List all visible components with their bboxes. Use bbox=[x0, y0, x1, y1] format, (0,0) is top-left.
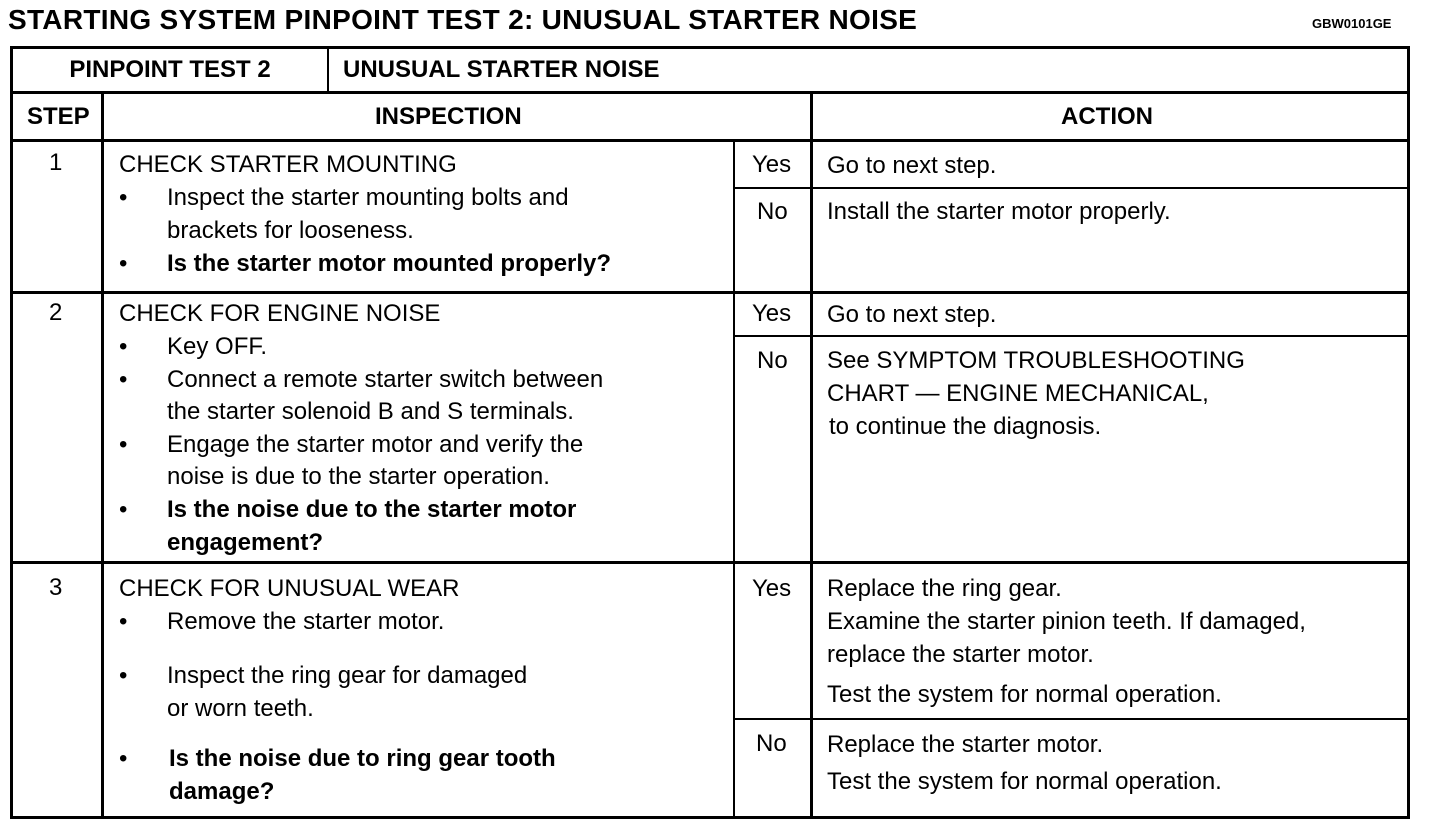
step-number: 1 bbox=[49, 149, 63, 176]
figure-code: GBW0101GE bbox=[1312, 16, 1392, 31]
yes-action: Go to next step. bbox=[827, 301, 997, 328]
divider bbox=[733, 718, 1407, 720]
test-number: PINPOINT TEST 2 bbox=[69, 56, 271, 83]
yes-action: Go to next step. bbox=[827, 152, 997, 179]
step-heading: CHECK FOR UNUSUAL WEAR bbox=[119, 575, 460, 602]
bullet-question: engagement? bbox=[167, 529, 324, 556]
bullet-icon: • bbox=[119, 366, 128, 393]
no-action: Test the system for normal operation. bbox=[827, 768, 1222, 795]
no-label: No bbox=[756, 730, 787, 757]
no-label: No bbox=[757, 198, 788, 225]
column-header-action: ACTION bbox=[1061, 103, 1153, 130]
no-label: No bbox=[757, 347, 788, 374]
bullet-text: or worn teeth. bbox=[167, 695, 314, 722]
yes-action: Test the system for normal operation. bbox=[827, 681, 1222, 708]
bullet-text: Connect a remote starter switch between bbox=[167, 366, 604, 393]
bullet-text: brackets for looseness. bbox=[167, 217, 414, 244]
bullet-icon: • bbox=[119, 250, 128, 277]
divider bbox=[13, 561, 1407, 564]
no-action: Install the starter motor properly. bbox=[827, 198, 1171, 225]
bullet-text: Key OFF. bbox=[167, 333, 268, 360]
column-header-step: STEP bbox=[27, 103, 90, 130]
bullet-question: Is the noise due to ring gear tooth bbox=[169, 745, 556, 772]
bullet-icon: • bbox=[119, 496, 128, 523]
divider bbox=[13, 139, 1407, 142]
bullet-icon: • bbox=[119, 333, 128, 360]
column-header-inspection: INSPECTION bbox=[375, 103, 522, 130]
bullet-question: Is the starter motor mounted properly? bbox=[167, 250, 612, 277]
bullet-text: Engage the starter motor and verify the bbox=[167, 431, 584, 458]
step-number: 3 bbox=[49, 574, 63, 601]
page-title: STARTING SYSTEM PINPOINT TEST 2: UNUSUAL STARTER NOISE bbox=[8, 4, 918, 35]
step-heading: CHECK FOR ENGINE NOISE bbox=[119, 300, 441, 327]
divider bbox=[733, 187, 1407, 189]
step-heading: CHECK STARTER MOUNTING bbox=[119, 151, 457, 178]
yes-label: Yes bbox=[752, 151, 792, 178]
yes-action: Examine the starter pinion teeth. If damaged, bbox=[827, 608, 1306, 635]
bullet-text: Inspect the starter mounting bolts and bbox=[167, 184, 569, 211]
bullet-icon: • bbox=[119, 608, 128, 635]
bullet-text: noise is due to the starter operation. bbox=[167, 463, 550, 490]
yes-label: Yes bbox=[752, 575, 792, 602]
yes-action: replace the starter motor. bbox=[827, 641, 1094, 668]
bullet-icon: • bbox=[119, 745, 128, 772]
bullet-icon: • bbox=[119, 431, 128, 458]
test-name: UNUSUAL STARTER NOISE bbox=[343, 56, 660, 83]
divider bbox=[733, 335, 1407, 337]
bullet-question: damage? bbox=[169, 778, 275, 805]
bullet-text: Remove the starter motor. bbox=[167, 608, 445, 635]
no-action: to continue the diagnosis. bbox=[829, 413, 1102, 440]
bullet-text: the starter solenoid B and S terminals. bbox=[167, 398, 574, 425]
divider bbox=[101, 94, 104, 819]
divider bbox=[327, 49, 329, 91]
bullet-icon: • bbox=[119, 662, 128, 689]
bullet-question: Is the noise due to the starter motor bbox=[167, 496, 577, 523]
step-number: 2 bbox=[49, 299, 63, 326]
pinpoint-table bbox=[10, 94, 1410, 819]
yes-action: Replace the ring gear. bbox=[827, 575, 1062, 602]
divider bbox=[810, 94, 813, 819]
bullet-icon: • bbox=[119, 184, 128, 211]
divider bbox=[13, 291, 1407, 294]
no-action: See SYMPTOM TROUBLESHOOTING bbox=[827, 347, 1245, 374]
test-header bbox=[10, 46, 1410, 94]
no-action: CHART — ENGINE MECHANICAL, bbox=[827, 380, 1209, 407]
yes-label: Yes bbox=[752, 300, 792, 327]
bullet-text: Inspect the ring gear for damaged bbox=[167, 662, 528, 689]
no-action: Replace the starter motor. bbox=[827, 731, 1104, 758]
